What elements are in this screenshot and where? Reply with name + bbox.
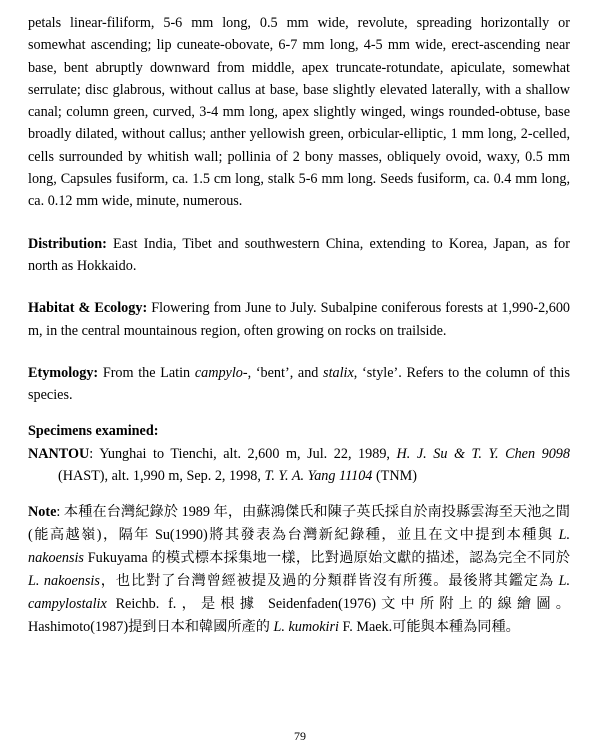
note-text-3: ，也比對了台灣曾經被提及過的分類群皆沒有所獲。最後將其鑑定為 <box>99 573 559 590</box>
note-taxon-2: L. nakoensis <box>28 573 100 590</box>
specimen-text-2: (HAST), alt. 1,990 m, Sep. 2, 1998, <box>58 468 265 485</box>
distribution-paragraph <box>28 233 570 278</box>
note-text-2: Fukuyama 的模式標本採集地一樣，比對過原始文獻的描述，認為完全不同於 <box>83 550 570 567</box>
note-paragraph <box>28 501 570 639</box>
etymology-paragraph <box>28 362 570 407</box>
habitat-label: Habitat & Ecology: <box>28 300 148 317</box>
etymology-label: Etymology: <box>28 364 99 381</box>
note-taxon-3: L. campylostalix <box>28 573 571 613</box>
etymology-text-3: , ‘style’. Refers to the column of this species. <box>28 364 570 404</box>
habitat-paragraph <box>28 297 570 342</box>
note-text-4: Reichb. f.，是根據 Seidenfaden(1976)文中所附上的線繪圖。Hashimoto(1987)提到日本和韓國所產的 <box>28 596 570 636</box>
page-content <box>28 12 570 639</box>
page-number: 79 <box>294 729 306 743</box>
etymology-text-1: From the Latin <box>98 364 195 381</box>
description-paragraph: petals linear-filiform, 5-6 mm long, 0.5 mm wide, revolute, spreading horizontally or somewhat ascending; lip cuneate-obovate, 6-7 mm long, 4-5 mm wide, erect-ascending near base, bent abruptly downward from middle, apex truncate-rotundate, apiculate, somewhat serrulate; disc glabrous, without callus at base, base slightly elevated laterally, with a shallow canal; column green, curved, 3-4 mm long, apex slightly winged, wings rounded-obtuse, base broadly dilated, without callus; anther yellowish green, orbicular-elliptic, 1 mm long, 2-celled, cells surrounded by whitish wall; pollinia of 2 bony masses, obliquely ovoid, waxy, 0.5 mm long, Capsules fusiform, ca. 1.5 cm long, stalk 5-6 mm long. Seeds fusiform, ca. 0.4 mm long, ca. 0.12 mm wide, minute, numerous. <box>28 15 570 210</box>
specimens-heading: Specimens examined: <box>28 423 159 440</box>
etymology-term-1: campylo- <box>194 364 248 381</box>
etymology-term-2: stalix <box>323 364 354 381</box>
specimen-region: NANTOU <box>28 445 90 462</box>
note-text-1: : 本種在台灣紀錄於 1989 年，由蘇鴻傑氏和陳子英氏採自於南投縣雲海至天池之間(能高越嶺)，隔年 Su(1990)將其發表為台灣新紀錄種，並且在文中提到本種與 <box>28 504 570 544</box>
note-text-5: F. Maek.可能與本種為同種。 <box>338 619 520 636</box>
etymology-text-2: , ‘bent’, and <box>247 364 324 381</box>
specimen-text-1: : Yunghai to Tienchi, alt. 2,600 m, Jul. 22, 1989, <box>89 445 397 462</box>
habitat-text: Flowering from June to July. Subalpine coniferous forests at 1,990-2,600 m, in the central mountainous region, often growing on rocks on trailside. <box>28 300 571 339</box>
specimen-text-3: (TNM) <box>372 468 417 485</box>
note-taxon-4: L. kumokiri <box>273 619 339 636</box>
specimen-collector-1: H. J. Su & T. Y. Chen 9098 <box>396 445 570 462</box>
note-label: Note <box>28 504 57 521</box>
note-taxon-1: L. nakoensis <box>28 527 570 567</box>
distribution-text: East India, Tibet and southwestern China, extending to Korea, Japan, as for north as Hokkaido. <box>28 235 570 274</box>
distribution-label: Distribution: <box>28 235 107 252</box>
specimen-record <box>28 443 570 488</box>
specimen-collector-2: T. Y. A. Yang 11104 <box>264 468 373 485</box>
